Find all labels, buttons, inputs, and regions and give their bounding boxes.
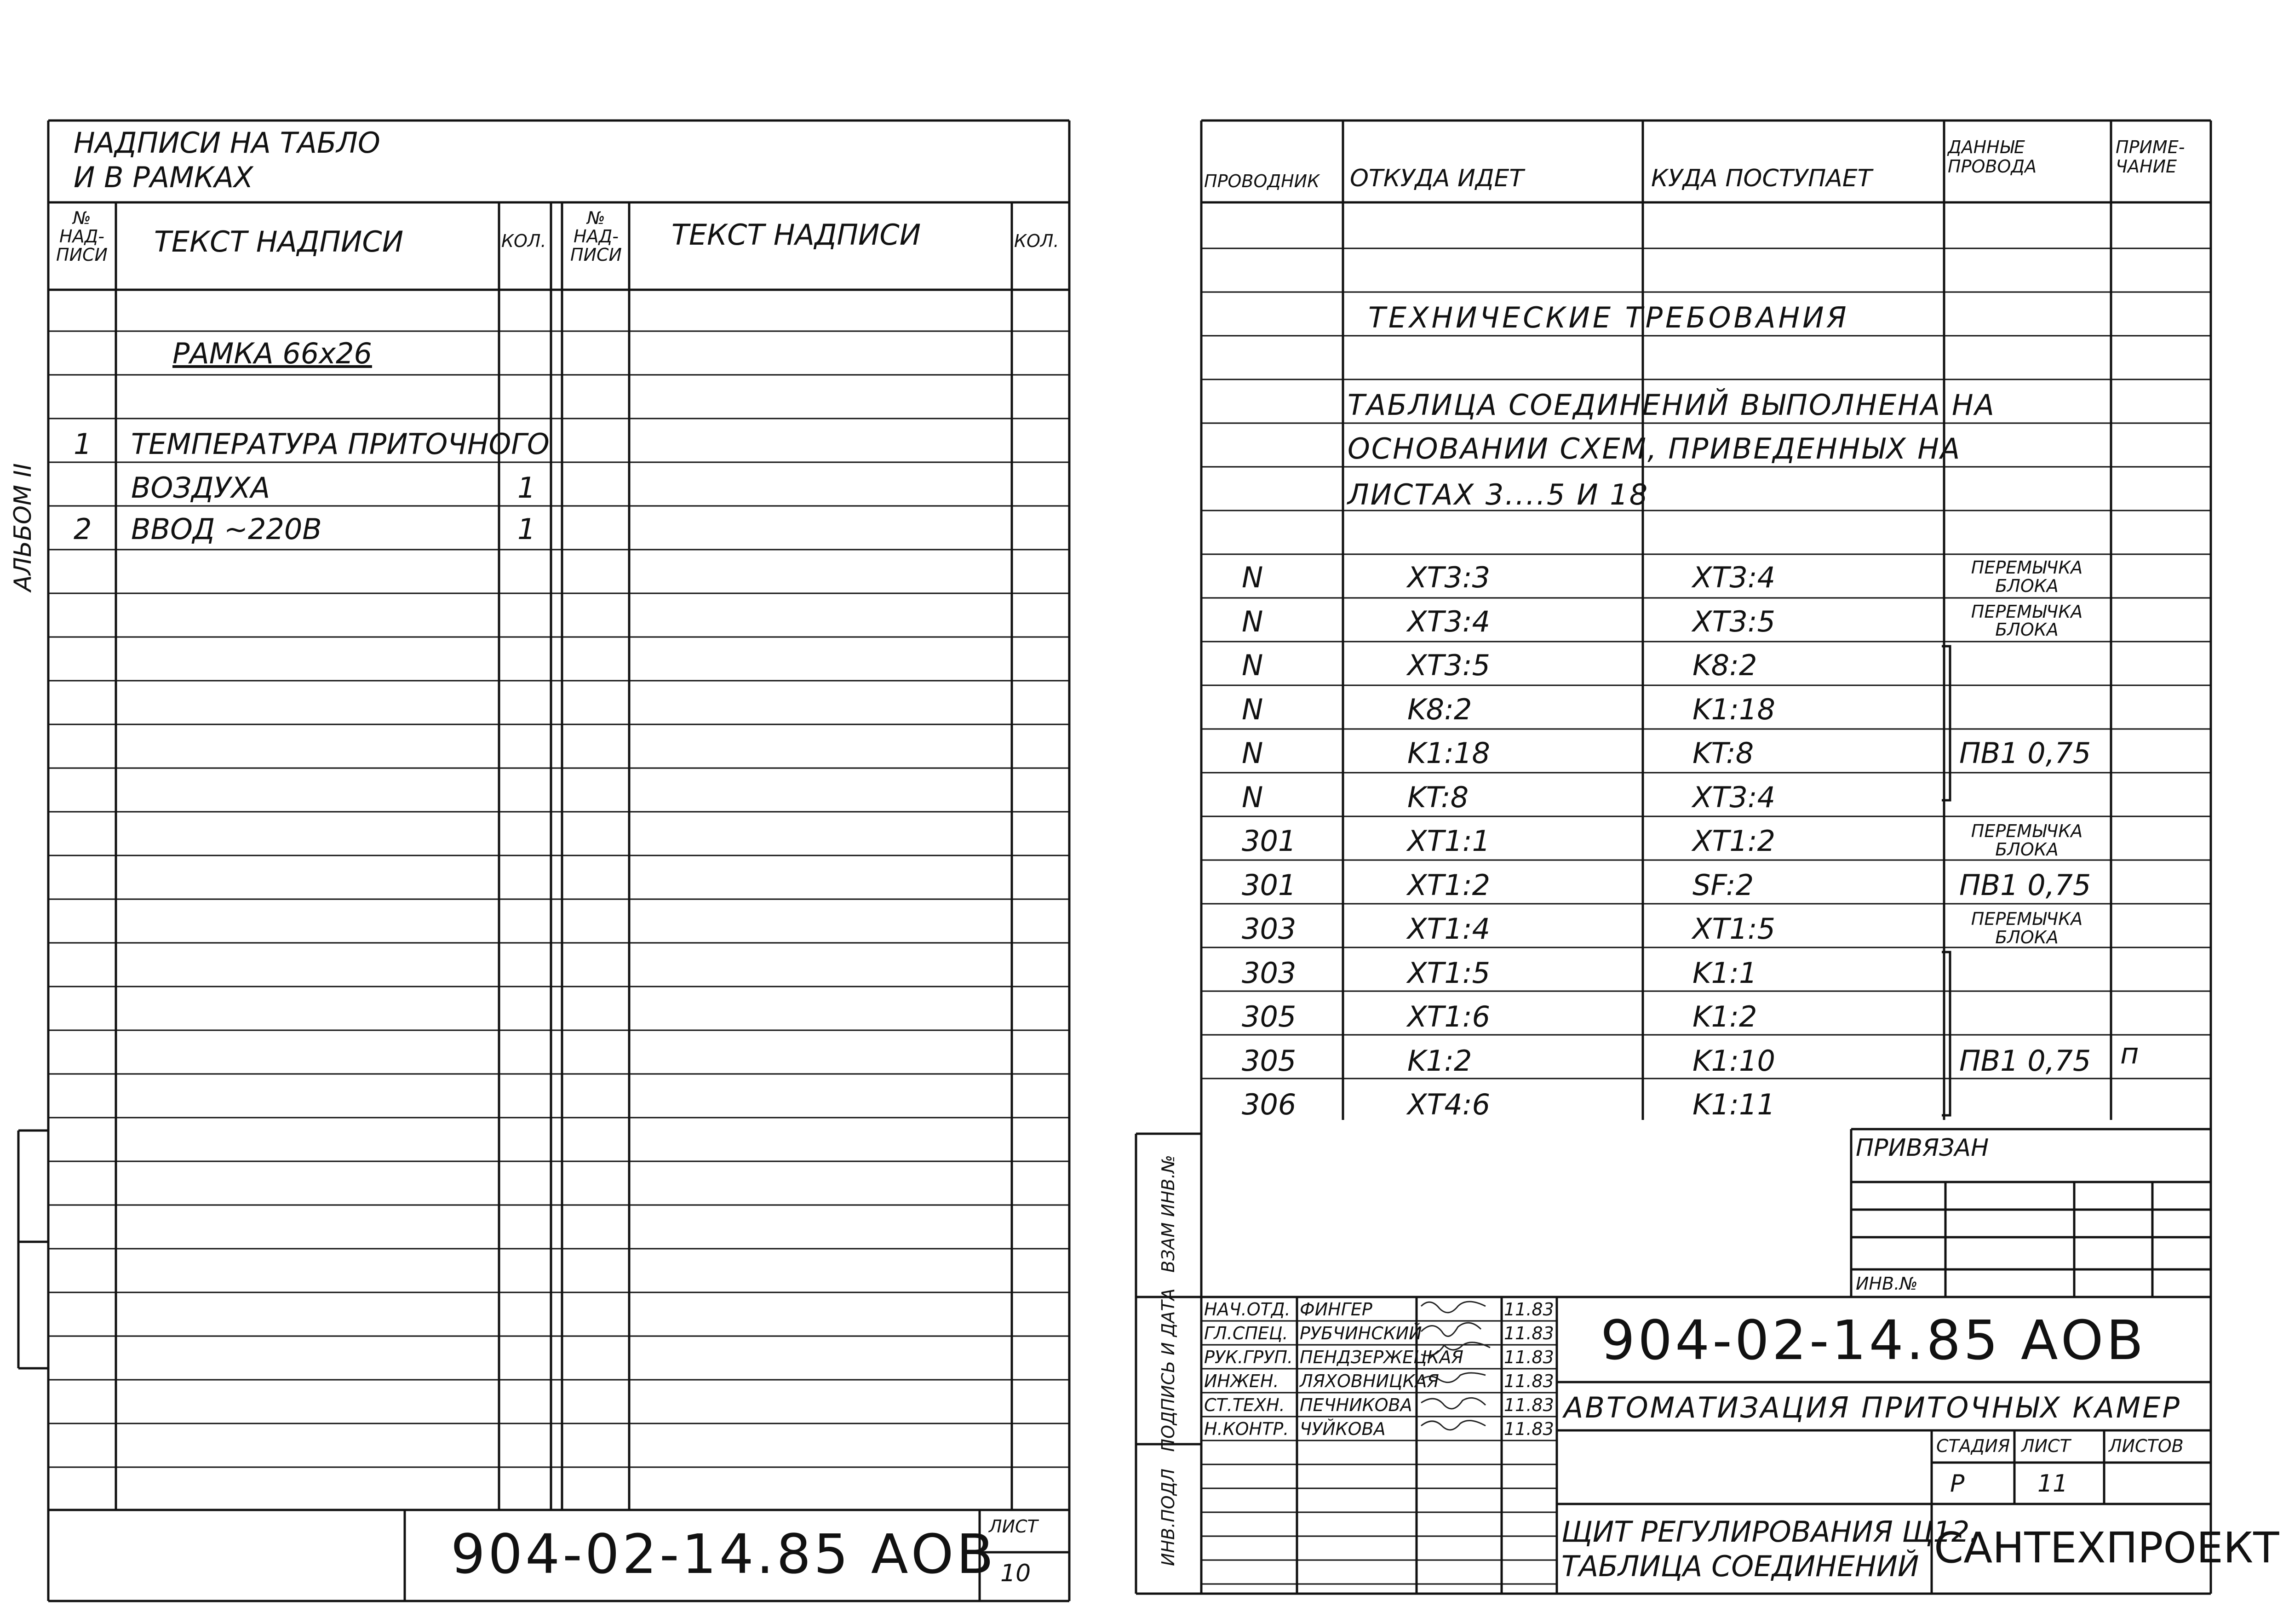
row-wire-data: ПЕРЕМЫЧКА БЛОКА (1971, 821, 2083, 860)
row-to: KT:8 (1692, 736, 1754, 770)
row-to: K1:10 (1692, 1044, 1775, 1078)
signature-name: ФИНГЕР (1300, 1299, 1372, 1320)
stage-value: Р (1950, 1470, 1965, 1498)
signature-date: 11.83 (1504, 1347, 1554, 1367)
row-to: XT3:5 (1692, 604, 1776, 638)
sheet-value: 11 (2037, 1470, 2068, 1498)
row-conductor: N (1242, 604, 1263, 638)
row-from: XT3:4 (1407, 604, 1491, 638)
row-to: K8:2 (1692, 648, 1757, 682)
signature-name: ПЕЧНИКОВА (1300, 1395, 1412, 1415)
left-row-text: ВОЗДУХА (131, 471, 270, 505)
doc-title-1: ЩИТ РЕГУЛИРОВАНИЯ Щ12. (1561, 1515, 1979, 1549)
row-conductor: 301 (1242, 868, 1297, 902)
left-row-qty: 1 (517, 512, 536, 546)
doc-title-2: ТАБЛИЦА СОЕДИНЕНИЙ (1561, 1549, 1919, 1583)
tech-req-line: ТАБЛИЦА СОЕДИНЕНИЙ ВЫПОЛНЕНА НА (1348, 388, 1996, 422)
col-qty-header-2: КОЛ. (1014, 231, 1059, 251)
col-no-header-2: № НАД-ПИСИ (570, 208, 622, 265)
signature-role: Н.КОНТР. (1204, 1419, 1289, 1439)
left-header-title-1: НАДПИСИ НА ТАБЛО (74, 126, 380, 160)
inv-no-label: ИНВ.№ (1856, 1274, 1918, 1294)
row-from: XT1:1 (1407, 824, 1491, 858)
project-title: АВТОМАТИЗАЦИЯ ПРИТОЧНЫХ КАМЕР (1564, 1391, 2181, 1424)
signature-date: 11.83 (1504, 1371, 1554, 1391)
row-to: SF:2 (1692, 868, 1754, 902)
left-stamp-code: 904-02-14.85 АОВ (451, 1522, 997, 1586)
row-to: K1:1 (1692, 956, 1757, 990)
row-to: XT1:2 (1692, 824, 1776, 858)
note-mark: п (2120, 1037, 2139, 1070)
signature-role: ИНЖЕН. (1204, 1371, 1279, 1391)
sheets-label: ЛИСТОВ (2109, 1436, 2184, 1456)
organization: САНТЕХПРОЕКТ (1934, 1523, 2279, 1572)
row-conductor: 301 (1242, 824, 1297, 858)
row-wire-data: ПЕРЕМЫЧКА БЛОКА (1971, 601, 2083, 640)
row-from: K8:2 (1407, 692, 1472, 726)
row-conductor: 303 (1242, 912, 1297, 946)
signature-date: 11.83 (1504, 1419, 1554, 1439)
hdr-from: ОТКУДА ИДЕТ (1350, 165, 1524, 192)
hdr-to: КУДА ПОСТУПАЕТ (1651, 165, 1872, 192)
row-to: XT3:4 (1692, 561, 1776, 594)
side-stamp-label: ИНВ.ПОДЛ (1158, 1469, 1178, 1566)
hdr-conductor: ПРОВОДНИК (1204, 171, 1320, 191)
left-sheet-number: 10 (1000, 1560, 1031, 1587)
row-conductor: N (1242, 780, 1263, 814)
row-to: XT1:5 (1692, 912, 1776, 946)
row-conductor: 305 (1242, 1044, 1297, 1078)
left-row-text: ВВОД ~220В (131, 512, 322, 546)
row-to: K1:18 (1692, 692, 1775, 726)
left-row-text: ТЕМПЕРАТУРА ПРИТОЧНОГО (131, 427, 550, 461)
row-from: KT:8 (1407, 780, 1469, 814)
row-conductor: N (1242, 692, 1263, 726)
row-from: XT1:6 (1407, 1000, 1491, 1033)
row-wire-data: ПЕРЕМЫЧКА БЛОКА (1971, 557, 2083, 596)
signature-name: ЧУЙКОВА (1300, 1419, 1386, 1439)
col-text-header-2: ТЕКСТ НАДПИСИ (671, 218, 921, 252)
col-no-header: № НАД-ПИСИ (56, 208, 108, 265)
row-conductor: 303 (1242, 956, 1297, 990)
tech-req-line: ЛИСТАХ 3....5 И 18 (1348, 478, 1649, 511)
left-sheet-label: ЛИСТ (989, 1516, 1038, 1537)
signature-role: НАЧ.ОТД. (1204, 1299, 1291, 1320)
side-stamp-label: ПОДПИСЬ И ДАТА (1158, 1288, 1178, 1452)
signature-date: 11.83 (1504, 1323, 1554, 1343)
row-from: XT3:3 (1407, 561, 1491, 594)
row-from: XT1:5 (1407, 956, 1491, 990)
left-header-title-2: И В РАМКАХ (74, 161, 253, 194)
row-from: K1:18 (1407, 736, 1490, 770)
row-wire-data: ПВ1 0,75 (1959, 736, 2091, 770)
row-conductor: 306 (1242, 1088, 1297, 1121)
signature-role: РУК.ГРУП. (1204, 1347, 1293, 1367)
row-from: K1:2 (1407, 1044, 1472, 1078)
row-from: XT3:5 (1407, 648, 1491, 682)
hdr-wire-data: ДАННЫЕ ПРОВОДА (1948, 137, 2037, 177)
left-row-no: 2 (74, 512, 92, 546)
left-row-text: РАМКА 66х26 (172, 337, 372, 370)
signature-name: РУБЧИНСКИЙ (1300, 1323, 1422, 1343)
row-wire-data: ПЕРЕМЫЧКА БЛОКА (1971, 909, 2083, 947)
signature-role: СТ.ТЕХН. (1204, 1395, 1285, 1415)
right-stamp-code: 904-02-14.85 АОВ (1601, 1308, 2146, 1372)
row-wire-data: ПВ1 0,75 (1959, 868, 2091, 902)
row-from: XT4:6 (1407, 1088, 1491, 1121)
side-stamp-label: ВЗАМ ИНВ.№ (1158, 1155, 1178, 1273)
hdr-note: ПРИМЕ-ЧАНИЕ (2116, 137, 2185, 177)
signature-name: ЛЯХОВНИЦКАЯ (1300, 1371, 1439, 1391)
row-wire-data: ПВ1 0,75 (1959, 1044, 2091, 1078)
stage-label: СТАДИЯ (1936, 1436, 2010, 1456)
tech-req-title: ТЕХНИЧЕСКИЕ ТРЕБОВАНИЯ (1368, 301, 1849, 334)
signature-role: ГЛ.СПЕЦ. (1204, 1323, 1288, 1343)
album-side-label: АЛЬБОМ II (9, 463, 37, 591)
row-from: XT1:4 (1407, 912, 1491, 946)
signature-date: 11.83 (1504, 1395, 1554, 1415)
left-row-qty: 1 (517, 471, 536, 505)
row-conductor: N (1242, 648, 1263, 682)
left-row-no: 1 (74, 427, 92, 461)
row-from: XT1:2 (1407, 868, 1491, 902)
row-to: XT3:4 (1692, 780, 1776, 814)
row-to: K1:11 (1692, 1088, 1775, 1121)
row-conductor: N (1242, 561, 1263, 594)
signature-date: 11.83 (1504, 1299, 1554, 1320)
sheet-label: ЛИСТ (2021, 1436, 2071, 1456)
privyazan-label: ПРИВЯЗАН (1856, 1134, 1989, 1162)
col-text-header: ТЕКСТ НАДПИСИ (154, 225, 404, 258)
col-qty-header: КОЛ. (501, 231, 546, 251)
row-conductor: N (1242, 736, 1263, 770)
tech-req-line: ОСНОВАНИИ СХЕМ, ПРИВЕДЕННЫХ НА (1348, 432, 1962, 465)
row-to: K1:2 (1692, 1000, 1757, 1033)
row-conductor: 305 (1242, 1000, 1297, 1033)
signature-name: ПЕНДЗЕРЖЕЦКАЯ (1300, 1347, 1463, 1367)
